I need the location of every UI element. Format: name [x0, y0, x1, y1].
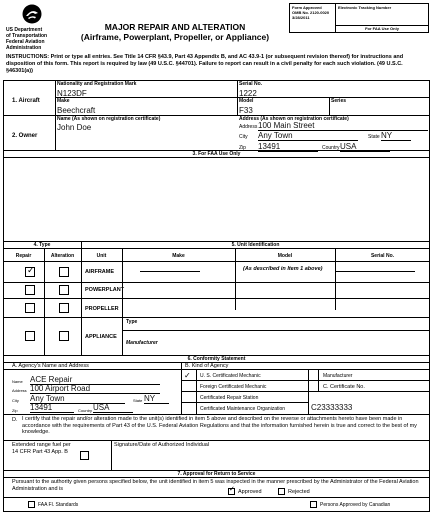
owner-address-label: Address (As shown on registration certificate): [239, 116, 349, 122]
alteration-col-header: Alteration: [50, 253, 75, 259]
faa-standards-label: FAA Fl. Standards: [38, 502, 79, 508]
owner-country-label: Country: [322, 145, 340, 151]
conformity-title: 6. Conformity Statement: [187, 356, 246, 362]
omb-number: OMB No. 2120-0020: [292, 10, 330, 15]
certificate-label: C. Certificate No.: [323, 384, 365, 390]
extended-range-checkbox[interactable]: [80, 451, 89, 460]
kind-of-agency-label: B. Kind of Agency: [185, 363, 229, 369]
serial-value[interactable]: 1222: [239, 89, 257, 98]
kind-foreign-mechanic[interactable]: Foreign Certificated Mechanic: [200, 384, 267, 390]
unit-col-header: Unit: [96, 253, 107, 259]
form-approved-label: Form Approved: [292, 5, 322, 10]
make-label: Make: [57, 98, 70, 104]
kind-repair-station[interactable]: Certificated Repair Station: [200, 395, 259, 401]
check-icon: ✓: [229, 486, 235, 493]
model-label: Model: [239, 98, 254, 104]
repair-checkbox-appliance[interactable]: [25, 331, 35, 341]
nationality-label: Nationality and Registration Mark: [57, 81, 137, 87]
agency-zip-label: Zip: [12, 408, 18, 413]
alteration-checkbox-airframe[interactable]: [59, 267, 69, 277]
appliance-manufacturer-label: Manufacturer: [126, 340, 158, 346]
form-date: 3/28/2011: [292, 15, 310, 20]
airframe-note: (As described in Item 1 above): [243, 266, 323, 272]
appliance-type-label: Type: [126, 319, 138, 325]
form-subtitle: (Airframe, Powerplant, Propeller, or Appliance): [80, 32, 270, 42]
signature-label: Signature/Date of Authorized Individual: [114, 442, 210, 448]
rejected-label: Rejected: [288, 489, 310, 495]
canadian-checkbox[interactable]: [310, 501, 317, 508]
agency-name-label: Name: [12, 379, 23, 384]
certification-text: I certify that the repair and/or alteration made to the unit(s) identified in item 5 above and described on the reverse or attachments hereto have been made in accordance with the requirements of Part 43 of the U.S. Federal Aviation Regulations and that the information furnished herein is true and correct to the best of my knowledge.: [22, 416, 417, 435]
owner-address-value[interactable]: 100 Main Street: [258, 121, 428, 131]
check-icon: ✓: [27, 265, 35, 275]
serial-col-header: Serial No.: [370, 253, 395, 259]
agency-zip-value[interactable]: 13491: [30, 403, 74, 413]
owner-address-sublabel: Address: [239, 124, 258, 130]
owner-zip-label: Zip: [239, 145, 246, 151]
approval-text: Pursuant to the authority given persons specified below, the unit identified in item 5 was inspected in the manner prescribed by the Administrator of the Federal Aviation Administration and is: [12, 479, 419, 492]
owner-name-label: Name (As shown on registration certificate): [57, 116, 161, 122]
make-col-header: Make: [172, 253, 185, 259]
agency-city-value[interactable]: Any Town: [30, 394, 125, 404]
tracking-label: Electronic Tracking Number: [338, 5, 392, 10]
kind-us-mechanic[interactable]: U. S. Certificated Mechanic: [200, 373, 261, 379]
type-title: 4. Type: [33, 242, 51, 248]
repair-checkbox-powerplant[interactable]: [25, 285, 35, 295]
agency-state-value[interactable]: NY: [144, 394, 169, 404]
instructions: INSTRUCTIONS: Print or type all entries. See Title 14 CFR §43.9, Part 43 Appendix B, and AC 43.9-1 (or subsequent revision thereof) for instructions and disposition of this form. This report is required by law (49 U.S.C. §44701). Failure to report can result in a civil penalty for each such violation. (49 U.S.C. §46301(a)): [6, 54, 404, 74]
agency-city-label: City: [12, 398, 19, 403]
approved-label: Approved: [238, 489, 262, 495]
approval-title: 7. Approval for Return to Service: [177, 471, 256, 477]
agency-line: US Department: [6, 27, 43, 33]
alteration-checkbox-powerplant[interactable]: [59, 285, 69, 295]
check-icon: ✓: [184, 371, 191, 380]
certificate-value[interactable]: C23333333: [311, 403, 353, 412]
kind-manufacturer[interactable]: Manufacturer: [323, 373, 353, 379]
extended-range-label: Extended range fuel per 14 CFR Part 43 App. B: [12, 442, 71, 455]
unit-id-title: 5. Unit Identification: [231, 242, 280, 248]
canadian-label: Persons Approved by Canadian: [320, 502, 391, 508]
kind-maintenance-org[interactable]: Certificated Maintenance Organization: [200, 406, 286, 412]
agency-address-value[interactable]: 100 Airport Road: [30, 384, 160, 394]
owner-zip-value[interactable]: 13491: [258, 142, 318, 152]
faa-only-label: For FAA Use Only: [365, 26, 399, 31]
alteration-checkbox-appliance[interactable]: [59, 331, 69, 341]
owner-name-value[interactable]: John Doe: [57, 123, 92, 132]
owner-city-value[interactable]: Any Town: [258, 131, 358, 141]
faa-use-title: 3. For FAA Use Only: [192, 151, 241, 157]
agency-state-label: State: [133, 398, 143, 403]
agency-name-value[interactable]: ACE Repair: [30, 375, 160, 385]
alteration-checkbox-propeller[interactable]: [59, 303, 69, 313]
certify-d-label: D.: [12, 417, 18, 423]
appliance-label: APPLIANCE: [85, 334, 117, 340]
agency-address-label: Address: [12, 388, 27, 393]
rejected-checkbox[interactable]: [278, 488, 285, 495]
powerplant-label: POWERPLANT: [85, 287, 125, 293]
section-aircraft-label: 1. Aircraft: [12, 98, 40, 104]
faa-standards-checkbox[interactable]: [28, 501, 35, 508]
agency-country-label: Country: [78, 408, 93, 413]
owner-country-value[interactable]: USA: [340, 142, 390, 152]
agency-line: Administration: [6, 45, 42, 51]
nationality-value[interactable]: N123DF: [57, 89, 87, 98]
section-owner-label: 2. Owner: [12, 133, 38, 139]
agency-country-value[interactable]: USA: [93, 403, 133, 413]
agency-name-address-label: A. Agency's Name and Address: [12, 363, 89, 369]
serial-label: Serial No.: [239, 81, 263, 87]
repair-checkbox-propeller[interactable]: [25, 303, 35, 313]
propeller-label: PROPELLER: [85, 306, 119, 312]
owner-state-value[interactable]: NY: [381, 131, 411, 141]
agency-line: of Transportation: [6, 33, 48, 39]
tracking-box: [335, 3, 429, 33]
make-value[interactable]: Beechcraft: [57, 106, 96, 115]
approval-box: [289, 3, 336, 33]
form-title: MAJOR REPAIR AND ALTERATION: [104, 22, 246, 32]
airframe-label: AIRFRAME: [85, 269, 115, 275]
faa-logo: [22, 4, 42, 24]
owner-city-label: City: [239, 134, 248, 140]
agency-line: Federal Aviation: [6, 39, 45, 45]
model-col-header: Model: [277, 253, 293, 259]
owner-state-label: State: [368, 134, 380, 140]
series-label: Series: [331, 98, 347, 104]
repair-col-header: Repair: [15, 253, 32, 259]
model-value[interactable]: F33: [239, 106, 253, 115]
